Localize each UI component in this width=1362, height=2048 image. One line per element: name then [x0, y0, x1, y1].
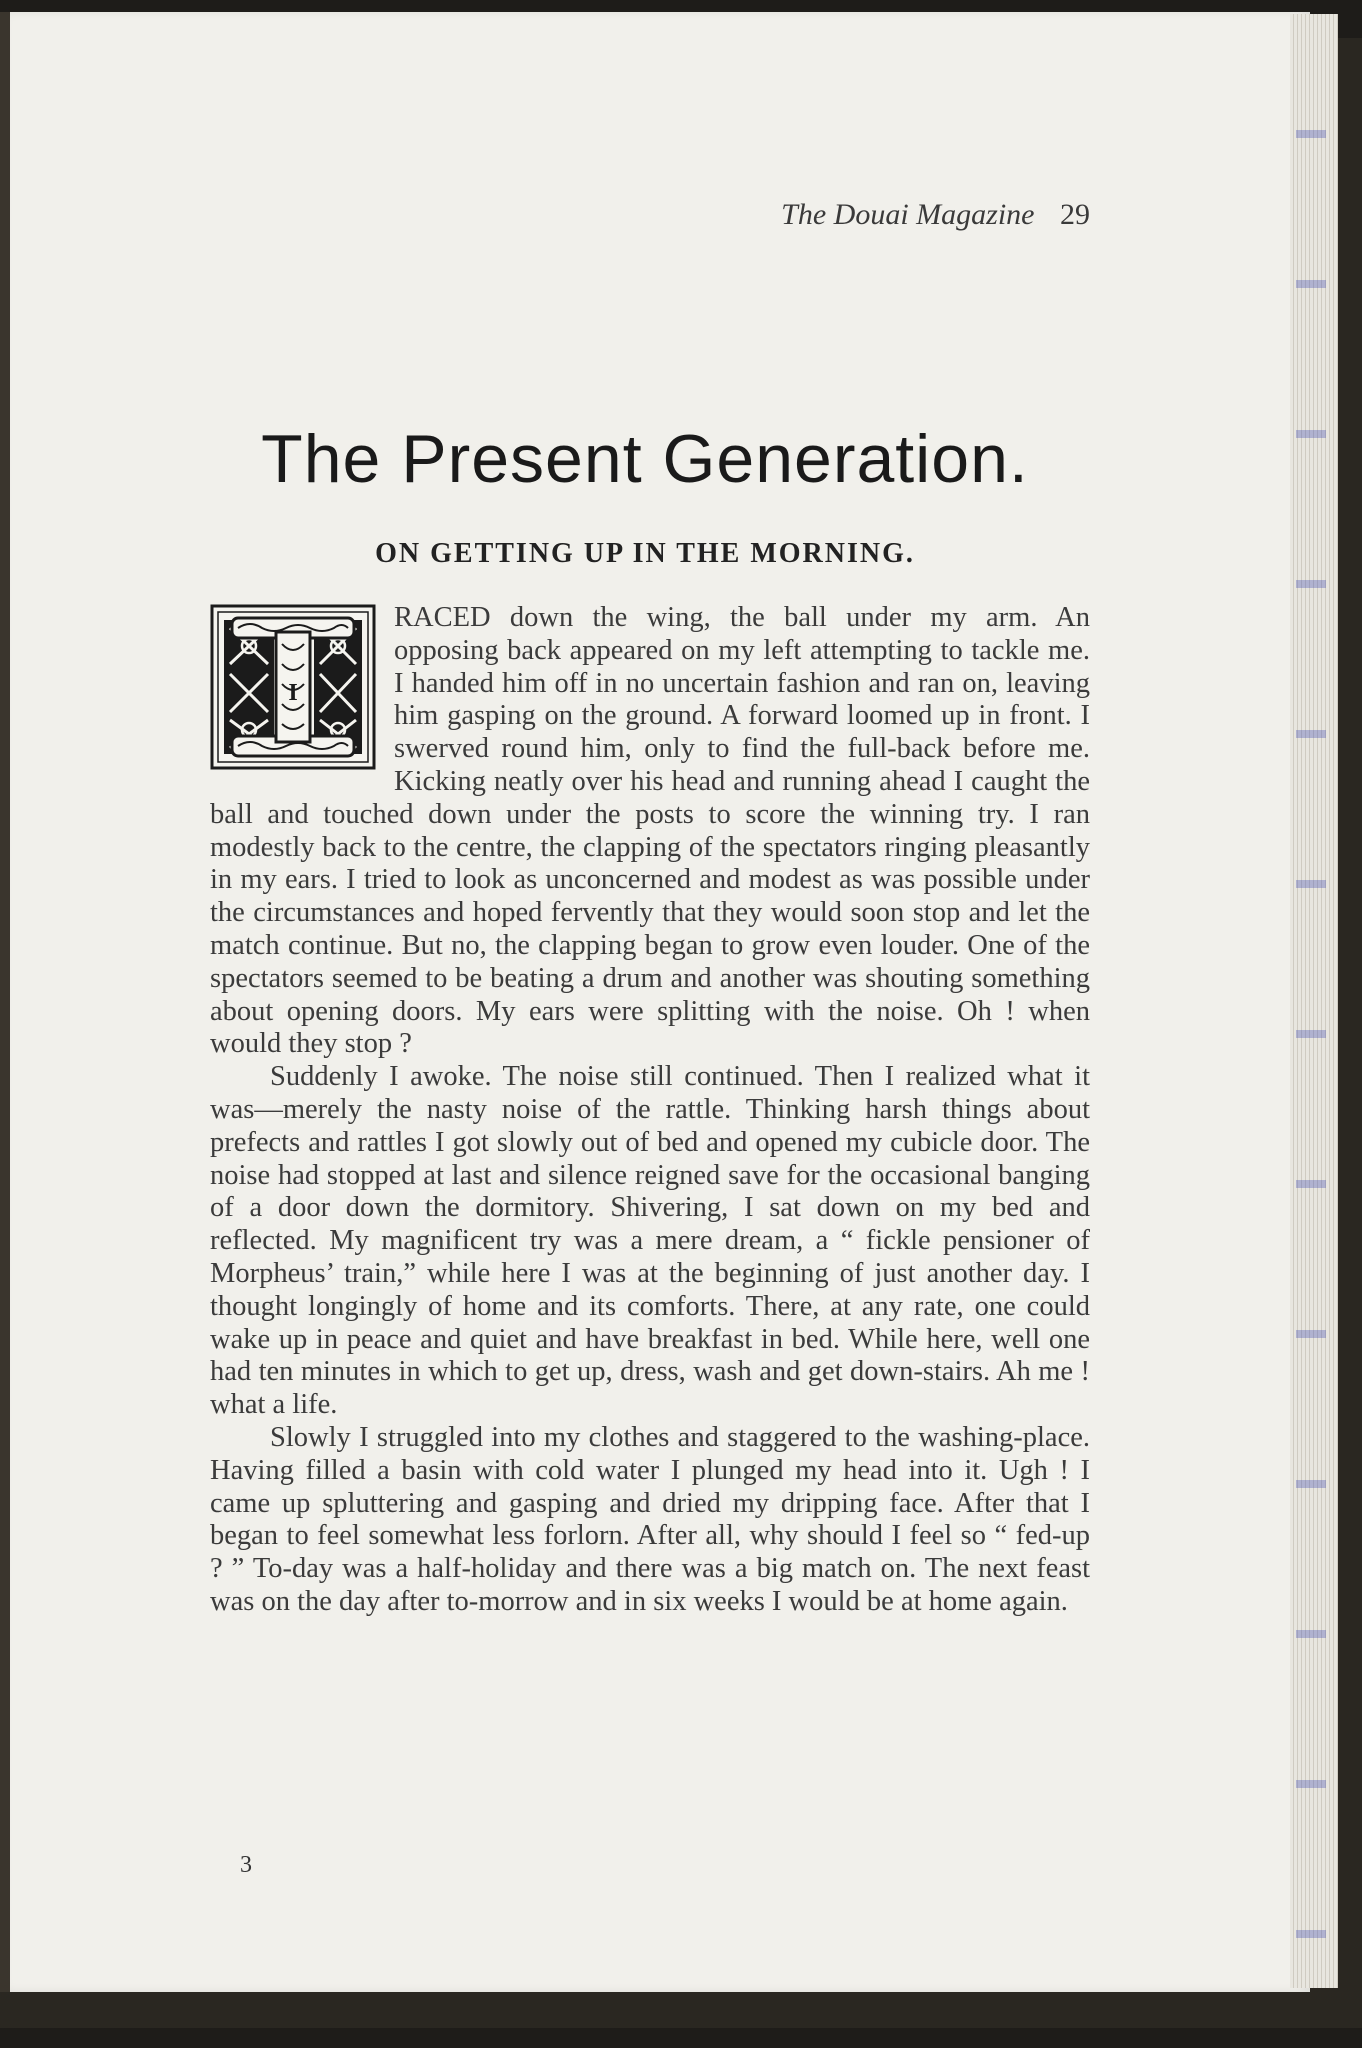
article-body: [210, 602, 1090, 1619]
article-subtitle: ON GETTING UP IN THE MORNING.: [375, 538, 915, 569]
page-edge-marks: [1296, 60, 1326, 1990]
paragraph-3: Slowly I struggled into my clothes and staggered to the washing-place. Having filled a basin with cold water I plunged my head into it. Ugh ! I came up spluttering and gasping and dried my dripping face. After that I began to feel somewhat less forlorn. After all, why should I feel so “ fed-up ? ” To-day was a half-holiday and there was a big match on. The next feast was on the day after to-morrow and in six weeks I would be at home again.: [210, 1421, 1090, 1617]
article-title: The Present Generation.: [261, 421, 1029, 497]
magazine-title: The Douai Magazine: [781, 198, 1035, 231]
page-number: 29: [1060, 198, 1090, 231]
drop-cap-space: [210, 602, 394, 798]
running-head: [781, 198, 1090, 232]
signature-mark: 3: [240, 1852, 252, 1878]
paragraph-2: Suddenly I awoke. The noise still continued. Then I realized what it was—merely the nasty noise of the rattle. Thinking harsh things about prefects and rattles I got slowly out of bed and opened my cubicle door. The noise had stopped at last and silence reigned save for the occasional banging of a door down the dormitory. Shivering, I sat down on my bed and reflected. My magnificent try was a mere dream, a “ fickle pensioner of Morpheus’ train,” while here I was at the beginning of just another day. I thought longingly of home and its comforts. There, at any rate, one could wake up in peace and quiet and have breakfast in bed. While here, well one had ten minutes in which to get up, dress, wash and get down-stairs. Ah me ! what a life.: [210, 1061, 1090, 1421]
drop-cap-letter: I: [288, 680, 298, 706]
paragraph-1: RACED down the wing, the ball under my arm. An opposing back appeared on my left attempting to tackle me. I handed him off in no uncertain fashion and ran on, leaving him gasping on the ground. A forward loomed up in front. I swerved round him, only to find the full-back before me. Kicking neatly over his head and running ahead I caught the ball and touched down under the posts to score the winning try. I ran modestly back to the centre, the clapping of the spectators ringing pleasantly in my ears. I tried to look as unconcerned and modest as was possible under the circumstances and hoped fervently that they would soon stop and let the match continue. But no, the clapping began to grow even louder. One of the spectators seemed to be beating a drum and another was shouting something about opening doors. My ears were splitting with the noise. Oh ! when would they stop ?: [210, 602, 1090, 1060]
